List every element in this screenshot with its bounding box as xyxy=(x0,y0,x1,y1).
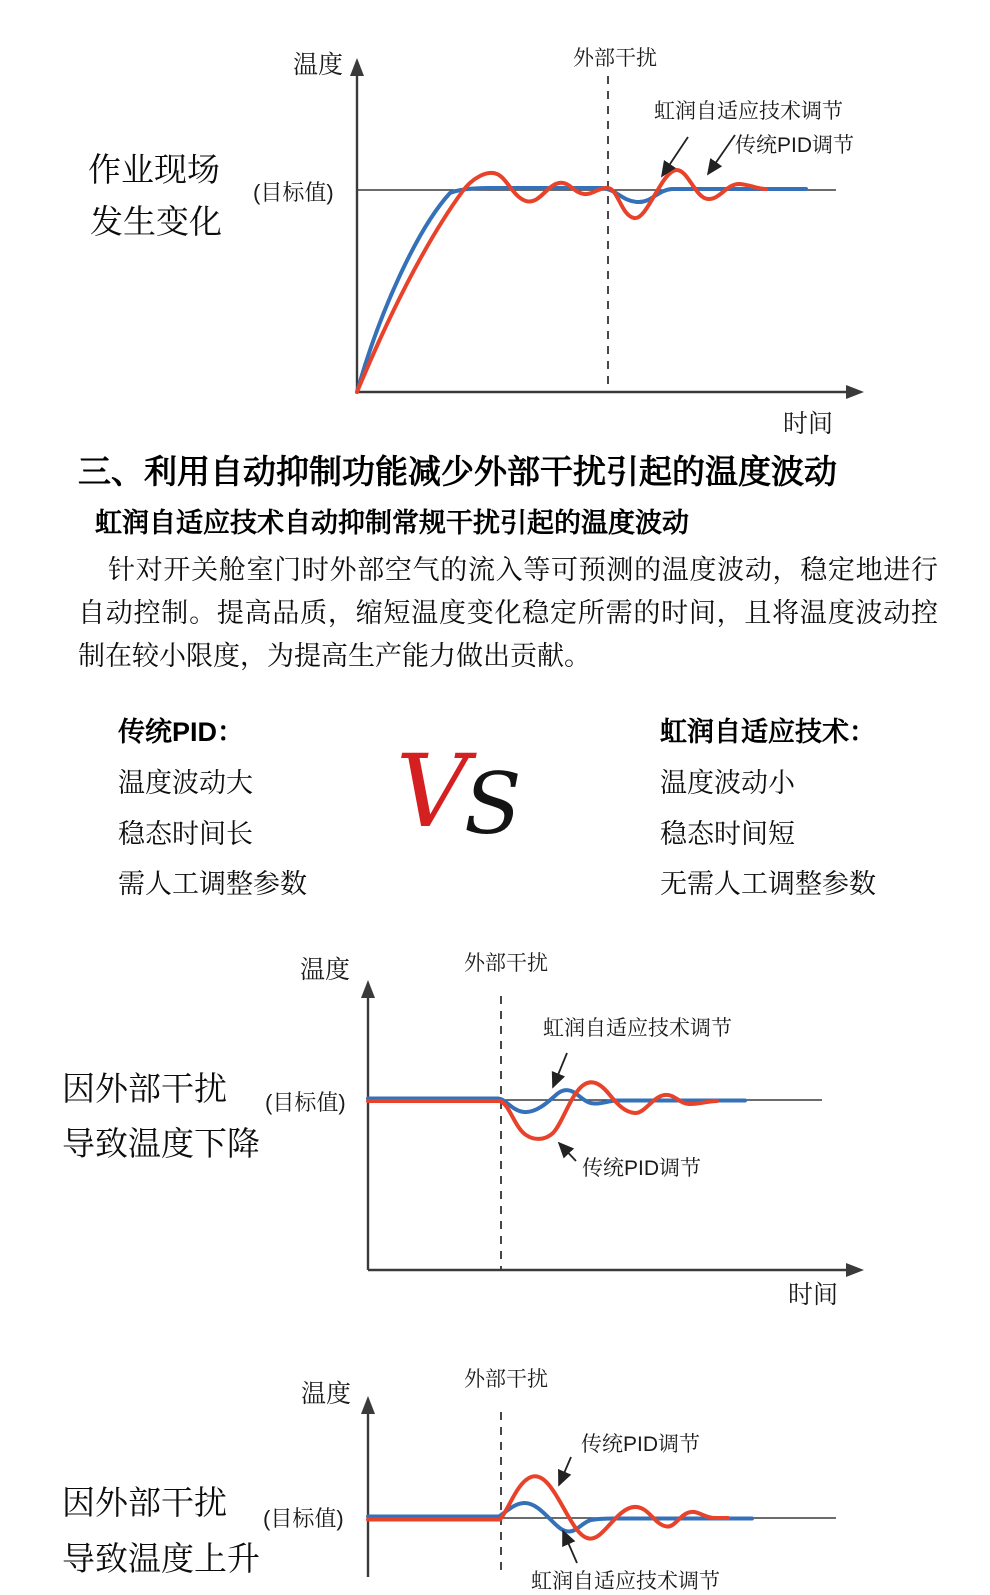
vs-letter-s: S xyxy=(464,755,522,853)
chart1-y-axis-arrow xyxy=(350,58,364,76)
chart2-x-axis-arrow xyxy=(846,1263,864,1277)
chart3-caption-line1: 因外部干扰 xyxy=(62,1484,227,1521)
chart3-y-axis-label: 温度 xyxy=(301,1380,352,1408)
chart2-pid-label: 传统PID调节 xyxy=(582,1157,702,1180)
chart1-caption-line1: 作业现场 xyxy=(88,151,220,188)
chart1-adaptive-curve xyxy=(357,188,806,392)
chart3-pid-curve xyxy=(368,1476,728,1538)
comparison-right-header: 虹润自适应技术： xyxy=(660,717,876,747)
chart2-caption-line2: 导致温度下降 xyxy=(62,1125,260,1162)
comparison-right-item-1: 温度波动小 xyxy=(660,768,795,798)
comparison-left-header: 传统PID： xyxy=(118,717,245,747)
chart2-adaptive-annotation-arrow xyxy=(553,1053,567,1087)
chart1-caption-line2: 发生变化 xyxy=(90,203,222,240)
chart3-disturbance-label: 外部干扰 xyxy=(464,1368,548,1391)
chart2-y-axis-label: 温度 xyxy=(300,956,351,984)
chart3-target-label: (目标值) xyxy=(263,1506,344,1531)
chart2-disturbance-label: 外部干扰 xyxy=(464,952,548,975)
chart3-pid-label: 传统PID调节 xyxy=(581,1433,701,1456)
chart2-x-axis-label: 时间 xyxy=(788,1281,839,1309)
chart2-target-label: (目标值) xyxy=(265,1090,346,1115)
comparison-right-item-2: 稳态时间短 xyxy=(660,819,795,849)
comparison-left-item-3: 需人工调整参数 xyxy=(118,869,307,899)
chart3-y-axis-arrow xyxy=(361,1396,375,1414)
chart2-adaptive-label: 虹润自适应技术调节 xyxy=(543,1017,732,1040)
section-heading: 三、利用自动抑制功能减少外部干扰引起的温度波动 xyxy=(78,453,837,490)
chart2-pid-annotation-arrow xyxy=(559,1143,576,1161)
chart3-caption-line2: 导致温度上升 xyxy=(62,1540,260,1577)
comparison-right-item-3: 无需人工调整参数 xyxy=(660,869,876,899)
chart1-y-axis-label: 温度 xyxy=(293,51,344,79)
chart1-x-axis-arrow xyxy=(846,385,864,399)
chart1-target-label: (目标值) xyxy=(253,180,334,205)
section-paragraph: 针对开关舱室门时外部空气的流入等可预测的温度波动，稳定地进行自动控制。提高品质，缩短温度变化稳定所需的时间，且将温度波动控制在较小限度，为提高生产能力做出贡献。 xyxy=(78,555,938,671)
vs-letter-v: V xyxy=(396,733,469,850)
chart1-adaptive-label: 虹润自适应技术调节 xyxy=(654,100,843,123)
section-subheading: 虹润自适应技术自动抑制常规干扰引起的温度波动 xyxy=(95,508,689,538)
comparison-left-item-2: 稳态时间长 xyxy=(118,819,253,849)
chart1-pid-curve xyxy=(357,170,766,392)
chart3-pid-annotation-arrow xyxy=(559,1457,571,1485)
chart1-x-axis-label: 时间 xyxy=(783,410,834,438)
comparison-left-item-1: 温度波动大 xyxy=(118,768,253,798)
chart3-adaptive-curve xyxy=(368,1503,752,1532)
chart2-caption-line1: 因外部干扰 xyxy=(62,1070,227,1107)
chart1-disturbance-label: 外部干扰 xyxy=(573,47,657,70)
chart2-y-axis-arrow xyxy=(361,980,375,998)
chart2-pid-curve xyxy=(368,1082,717,1139)
chart3-adaptive-label: 虹润自适应技术调节 xyxy=(531,1570,720,1593)
chart3-adaptive-annotation-arrow xyxy=(563,1531,577,1563)
chart1-pid-annotation-arrow xyxy=(708,135,735,174)
chart1-pid-label: 传统PID调节 xyxy=(735,134,855,157)
